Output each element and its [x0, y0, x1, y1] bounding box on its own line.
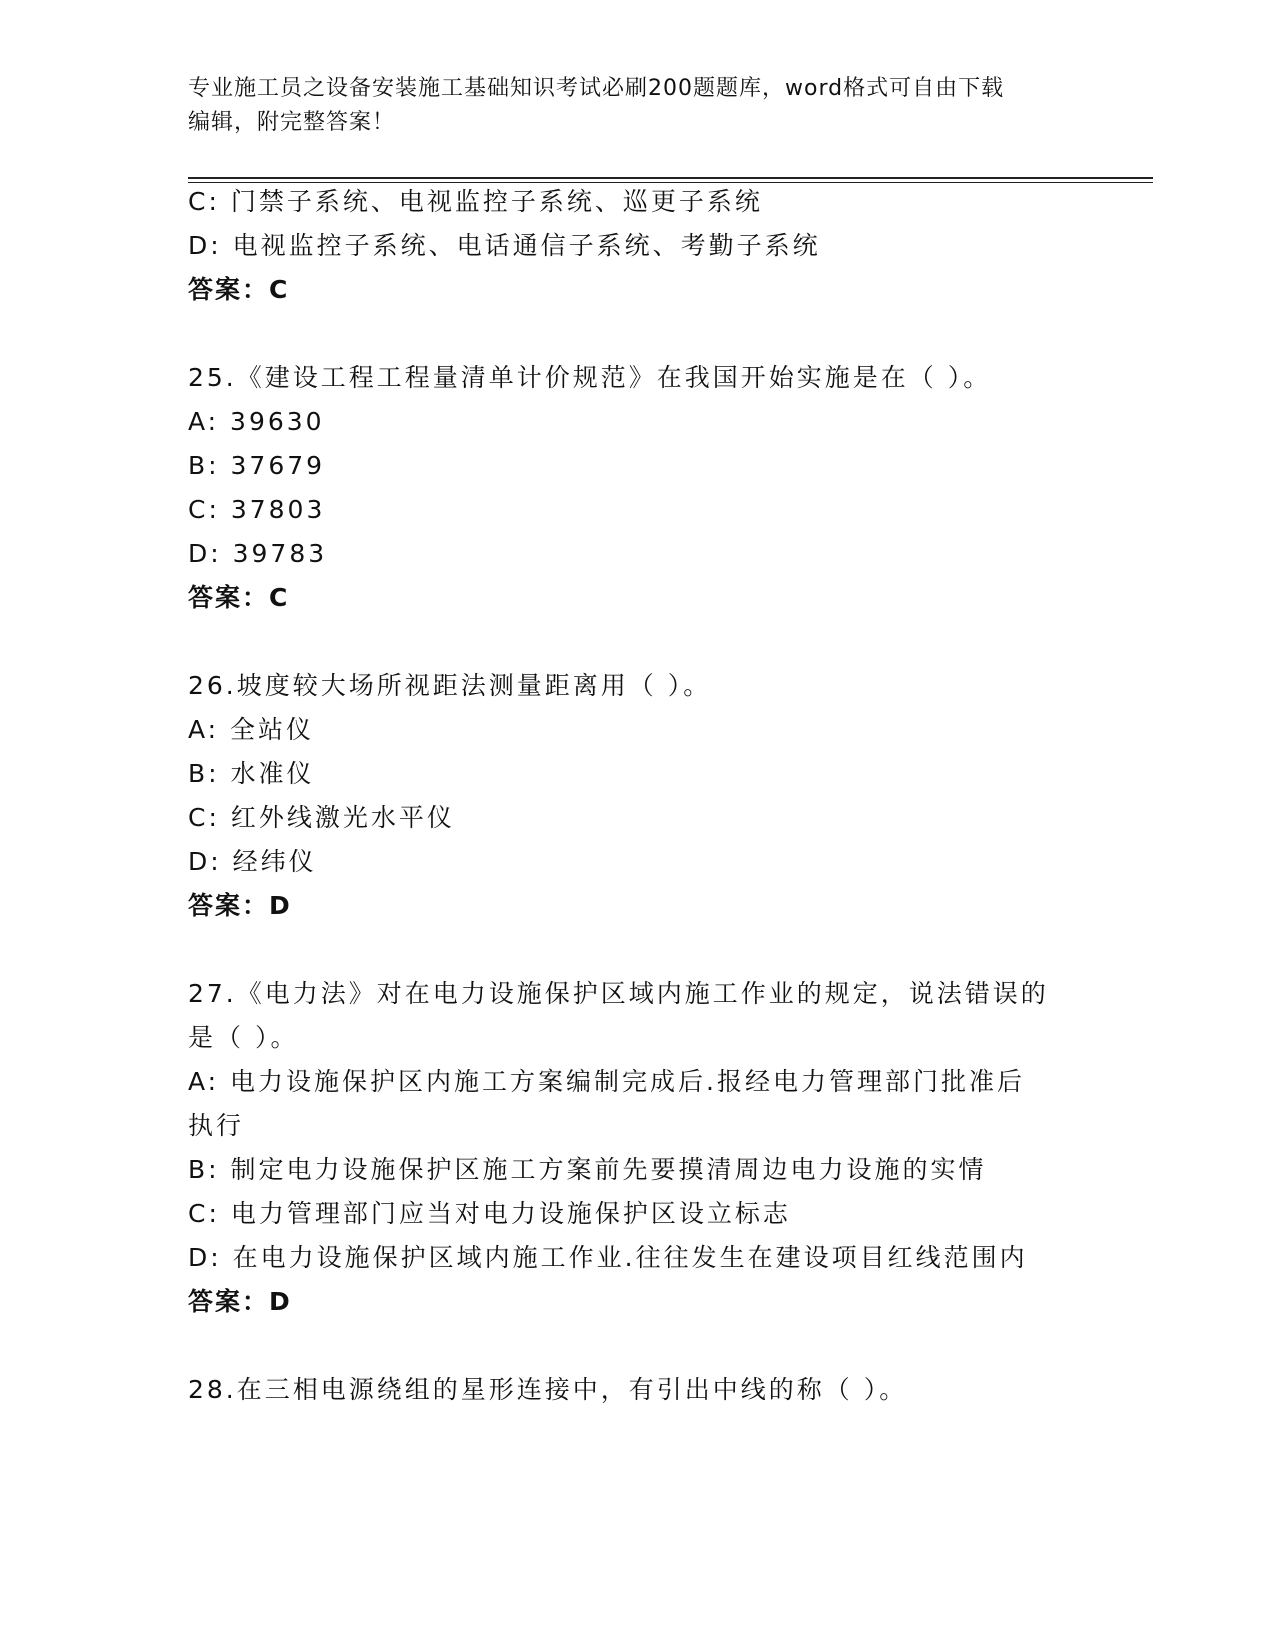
header-divider-thick: [188, 177, 1153, 179]
q28-question: 28.在三相电源绕组的星形连接中，有引出中线的称（ ）。: [188, 1375, 908, 1404]
q25-option-a: A: 39630: [188, 407, 325, 436]
document-header: [188, 72, 1088, 140]
q25-option-b: B: 37679: [188, 451, 326, 480]
q27-question-line-1: 27.《电力法》对在电力设施保护区域内施工作业的规定，说法错误的: [188, 979, 1049, 1008]
q25-option-d: D: 39783: [188, 539, 328, 568]
q25-question: 25.《建设工程工程量清单计价规范》在我国开始实施是在（ ）。: [188, 363, 992, 392]
q27-option-b: B: 制定电力设施保护区施工方案前先要摸清周边电力设施的实情: [188, 1155, 987, 1184]
q26-option-c: C: 红外线激光水平仪: [188, 803, 455, 832]
q27-option-d: D: 在电力设施保护区域内施工作业.往往发生在建设项目红线范围内: [188, 1243, 1028, 1272]
header-title-line-2: 编辑，附完整答案！: [188, 110, 396, 135]
q27-answer: 答案：D: [188, 1287, 292, 1316]
q26-option-b: B: 水准仪: [188, 759, 315, 788]
q25-option-c: C: 37803: [188, 495, 326, 524]
q26-question: 26.坡度较大场所视距法测量距离用（ ）。: [188, 671, 712, 700]
q24-option-c: C: 门禁子系统、电视监控子系统、巡更子系统: [188, 187, 763, 216]
q26-answer: 答案：D: [188, 891, 292, 920]
header-title-line-1: 专业施工员之设备安装施工基础知识考试必刷200题题库，word格式可自由下载: [188, 76, 1005, 101]
q24-option-d: D: 电视监控子系统、电话通信子系统、考勤子系统: [188, 231, 821, 260]
q25-answer: 答案：C: [188, 583, 290, 612]
q27-option-a-line-2: 执行: [188, 1111, 245, 1140]
q27-option-c: C: 电力管理部门应当对电力设施保护区设立标志: [188, 1199, 791, 1228]
q27-question-line-2: 是（ ）。: [188, 1023, 299, 1052]
q27-option-a-line-1: A: 电力设施保护区内施工方案编制完成后.报经电力管理部门批准后: [188, 1067, 1025, 1096]
q26-option-a: A: 全站仪: [188, 715, 315, 744]
q26-option-d: D: 经纬仪: [188, 847, 317, 876]
q24-answer: 答案：C: [188, 275, 290, 304]
